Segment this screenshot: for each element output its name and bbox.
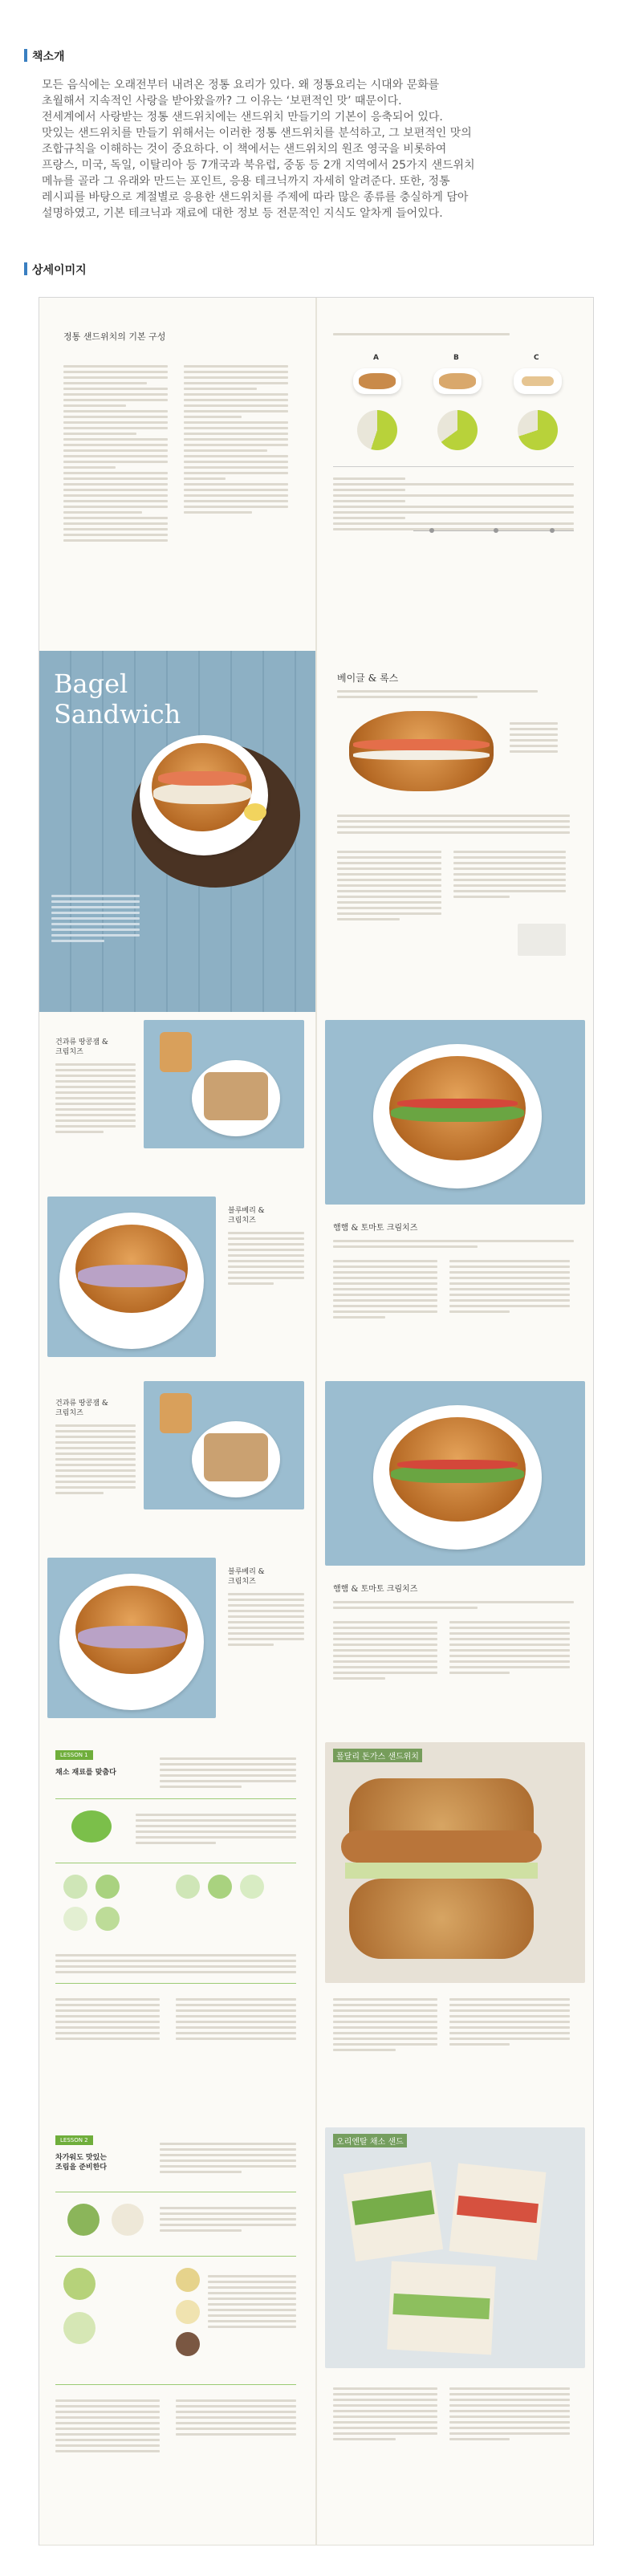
page-left-lesson [39,1734,315,2119]
ingredient-labels [510,719,558,756]
ratio-chart-a [357,410,397,450]
recipe-title: 블루베리 & [228,1568,265,1576]
intro-line: 프랑스, 미국, 독일, 이탈리아 등 7개국과 북유럽, 중동 등 2개 지역에서 25가지 샌드위치 [42,159,475,172]
intro-line: 맛있는 샌드위치를 만들기 위해서는 이러한 정통 샌드위치를 분석하고, 그 보편적인 맛의 [42,127,472,140]
jam-jar [160,1393,192,1433]
ratio-table [337,811,570,837]
recipe-title: 햄햄 & 토마토 크림치즈 [333,1585,418,1594]
recipe-title: 폴달리 돈가스 샌드위치 [333,1749,422,1762]
lesson-title: 채소 재료를 맞춤다 [55,1769,116,1777]
label-a: A [373,354,379,362]
detail-image-frame [39,297,594,2546]
spread-basic-structure [39,298,593,652]
label-c: C [534,354,539,362]
text-block [184,362,288,517]
cutlet [341,1830,542,1863]
spread-lesson-1 [39,1734,593,2120]
jam-jar [160,1032,192,1072]
comparison-table [333,474,574,534]
recipe-title: 햄햄 & 토마토 크림치즈 [333,1224,418,1233]
intro-line: 전세계에서 사랑받는 정통 샌드위치에는 샌드위치 만들기의 기본이 응축되어 있다. [42,111,443,124]
recipe-title: 오리엔탈 채소 샌드 [333,2134,407,2147]
structure-diagram [413,530,574,563]
recipe-tips [453,847,566,901]
recipe-title: 건과류 땅콩잼 & [55,1038,108,1046]
section-title-detail: 상세이미지 [32,262,87,278]
intro-line: 초월해서 지속적인 사랑을 받아왔을까? 그 이유는 ‘보편적인 맛’ 때문이다. [42,95,402,108]
label-b: B [453,354,459,362]
ratio-chart-c [518,410,558,450]
spread-cream-cheese-2 [39,1373,593,1735]
recipe-title: 건과류 땅콩잼 & [55,1400,108,1408]
page-left-bagel-cover [39,651,315,1012]
bagel-title: Bagel [54,668,128,699]
lettuce-photo [71,1810,112,1843]
spread-cream-cheese-1 [39,1012,593,1374]
page-left: 건과류 땅콩잼 & 크림치즈 블루베리 & 크림치즈 [39,1012,315,1373]
spread-bagel-intro [39,651,593,1013]
recipe-title: 베이글 & 록스 [337,672,399,684]
lesson-tab: LESSON 2 [55,2135,93,2145]
page-left-lesson: LESSON 2 차가워도 맛있는 조림을 준비한다 [39,2119,315,2545]
ratio-chart-b [437,410,478,450]
intro-line: 조합규칙을 이해하는 것이 중요하다. 이 책에서는 샌드위치의 원조 영국을 비롯하여 [42,143,447,156]
caption [333,330,510,339]
page-right [317,1373,593,1734]
page-right-bagel-lox [317,651,593,1012]
lesson-title: 차가워도 맛있는 [55,2154,107,2162]
page-title: 정통 샌드위치의 기본 구성 [63,331,166,342]
recipe-title: 블루베리 & [228,1207,265,1215]
page-left: 건과류 땅콩잼 & 크림치즈 블루베리 & 크림치즈 [39,1373,315,1734]
intro-line: 메뉴를 골라 그 유래와 만드는 포인트, 응용 테크닉까지 자세히 알려준다. 또한, 정통 [42,175,450,188]
page-right-cutlet [317,1734,593,2119]
page-right-oriental [317,2119,593,2545]
text-block [63,362,168,545]
section-title-intro: 책소개 [32,48,65,64]
cover-text [51,892,140,945]
recipe-text [337,847,441,924]
page-right [317,1012,593,1373]
lesson-tab: LESSON 1 [55,1750,93,1760]
sandwich-title: Sandwich [54,699,181,729]
intro-line: 레시피를 바탕으로 계절별로 응용한 샌드위치를 주제에 따라 많은 종류를 충실하게 담아 [42,191,469,204]
page-right [317,298,593,651]
intro-text [42,77,596,221]
spread-lesson-2 [39,2119,593,2546]
intro-line: 설명하였고, 기본 테크닉과 재료에 대한 정보 등 전문적인 지식도 알차게 들어있다. [42,207,443,220]
lemon [244,803,266,821]
bread-bottom [349,1879,534,1959]
small-photo [518,924,566,956]
toast-photo [204,1072,268,1120]
page-left [39,298,315,651]
intro-line: 모든 음식에는 오래전부터 내려온 정통 요리가 있다. 왜 정통요리는 시대와 문화를 [42,79,440,91]
